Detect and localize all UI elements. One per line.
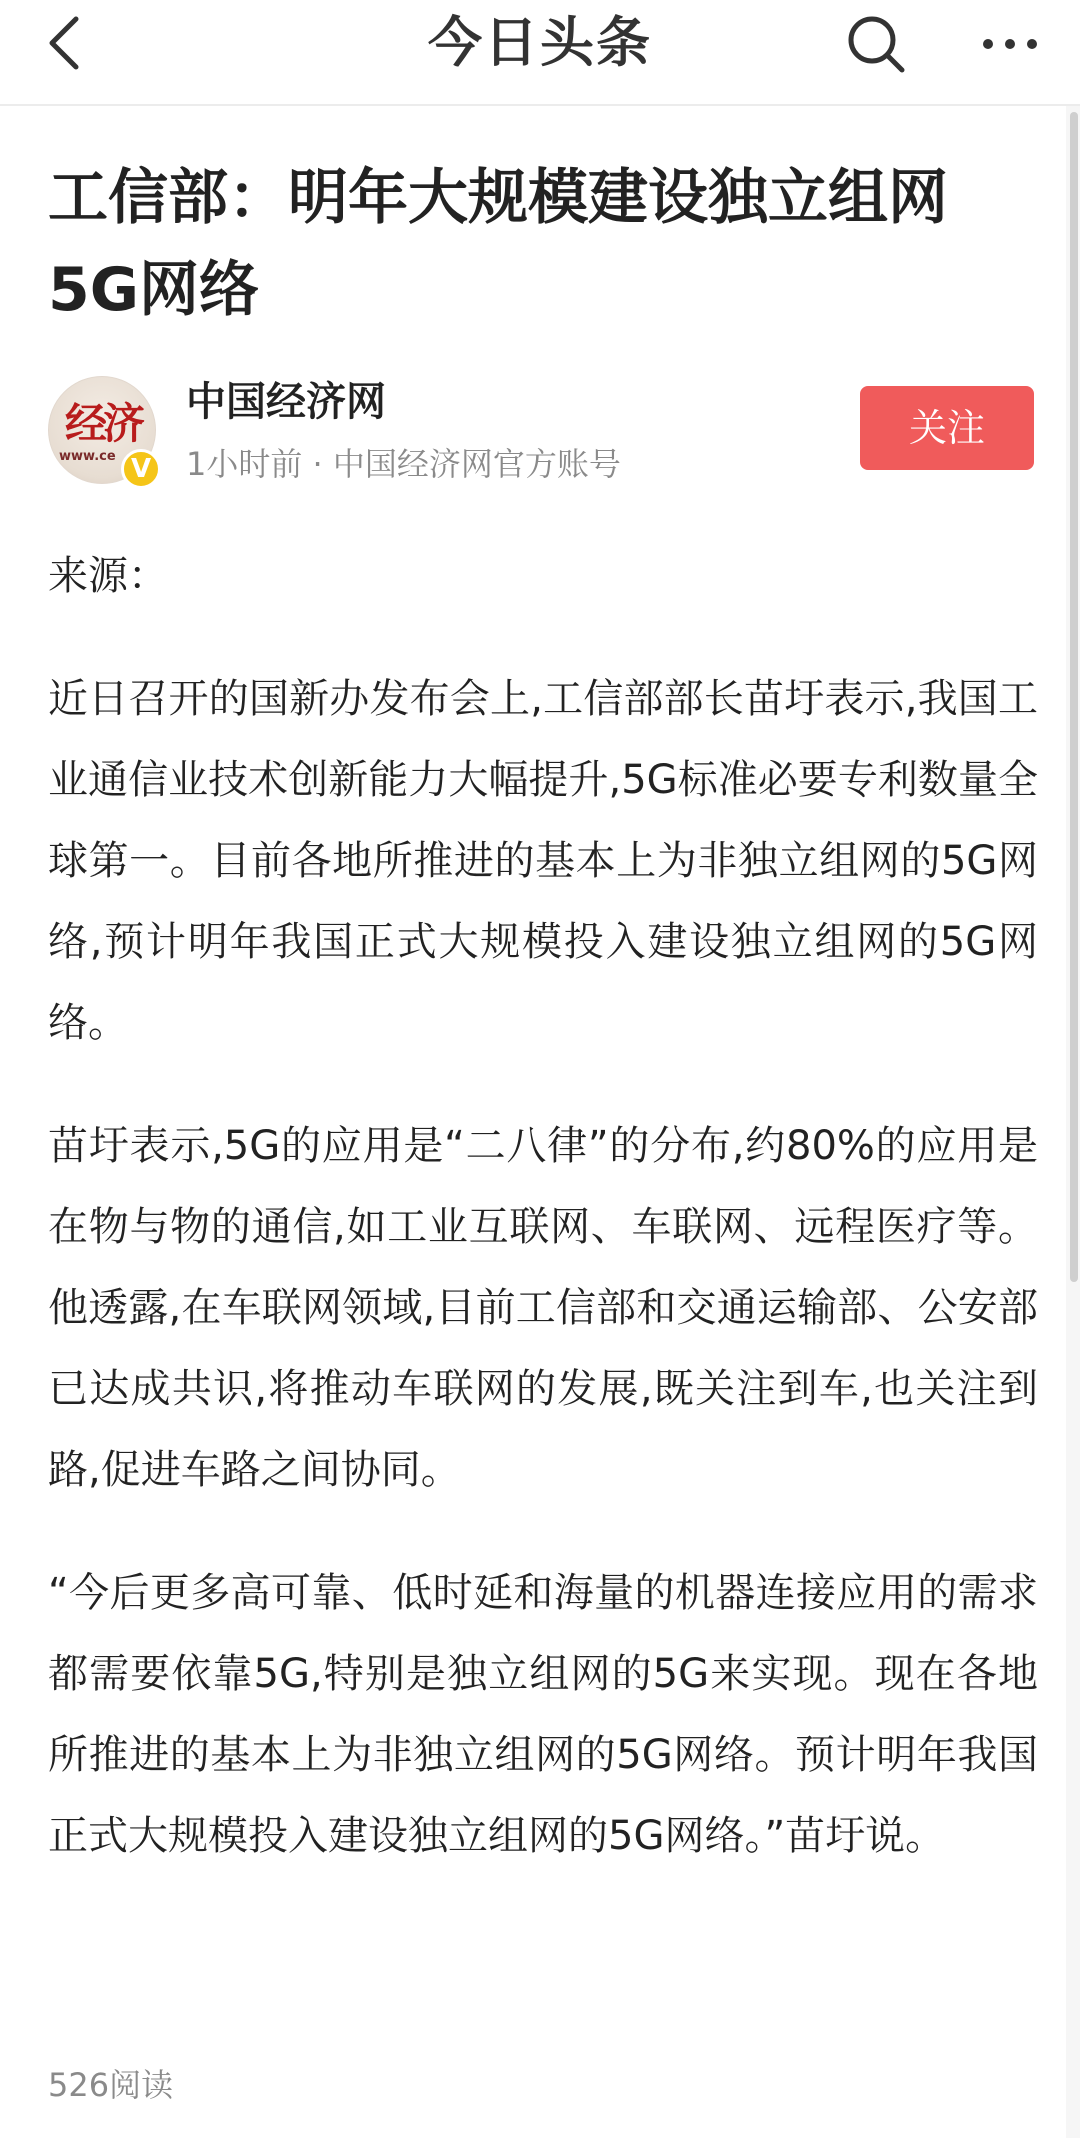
author-meta: 1小时前 · 中国经济网官方账号 <box>186 445 621 483</box>
search-button[interactable] <box>836 6 916 82</box>
avatar[interactable] <box>48 376 156 484</box>
article-body <box>48 536 1038 1877</box>
read-count: 526阅读 <box>48 2066 174 2104</box>
avatar-logo-text: 经济 <box>64 399 141 448</box>
top-navigation-bar <box>0 0 1080 106</box>
verified-v-icon: V <box>121 449 161 489</box>
more-options-button[interactable] <box>960 6 1060 82</box>
paragraph: “今后更多高可靠、低时延和海量的机器连接应用的需求都需要依靠5G,特别是独立组网的5G来实现。现在各地所推进的基本上为非独立组网的5G网络。预计明年我国正式大规模投入建设独立组网的5G网络。”苗圩说。 <box>48 1570 1038 1859</box>
article-title: 工信部：明年大规模建设独立组网5G网络 <box>48 163 948 325</box>
paragraph: 近日召开的国新办发布会上,工信部部长苗圩表示,我国工业通信业技术创新能力大幅提升,5G标准必要专利数量全球第一。目前各地所推进的基本上为非独立组网的5G网络,预计明年我国正式大规模投入建设独立组网的5G网络。 <box>48 676 1038 1046</box>
scrollbar-thumb[interactable] <box>1070 112 1078 1282</box>
article-content <box>48 106 1038 1919</box>
author-name[interactable]: 中国经济网 <box>186 379 386 425</box>
more-dots-icon <box>1027 39 1037 49</box>
avatar-url-text: www.ce <box>59 449 116 464</box>
paragraph: 苗圩表示,5G的应用是“二八律”的分布,约80%的应用是在物与物的通信,如工业互联网、车联网、远程医疗等。他透露,在车联网领域,目前工信部和交通运输部、公安部已达成共识,将推动车联网的发展,既关注到车,也关注到路,促进车路之间协同。 <box>48 1123 1038 1493</box>
author-row <box>48 376 1038 526</box>
more-dots-icon <box>1005 39 1015 49</box>
paragraph-source: 来源： <box>48 553 168 599</box>
app-title: 今日头条 <box>428 11 652 74</box>
more-dots-icon <box>983 39 993 49</box>
follow-button[interactable]: 关注 <box>860 386 1034 470</box>
search-icon <box>844 12 908 76</box>
scrollbar[interactable] <box>1066 106 1080 2138</box>
